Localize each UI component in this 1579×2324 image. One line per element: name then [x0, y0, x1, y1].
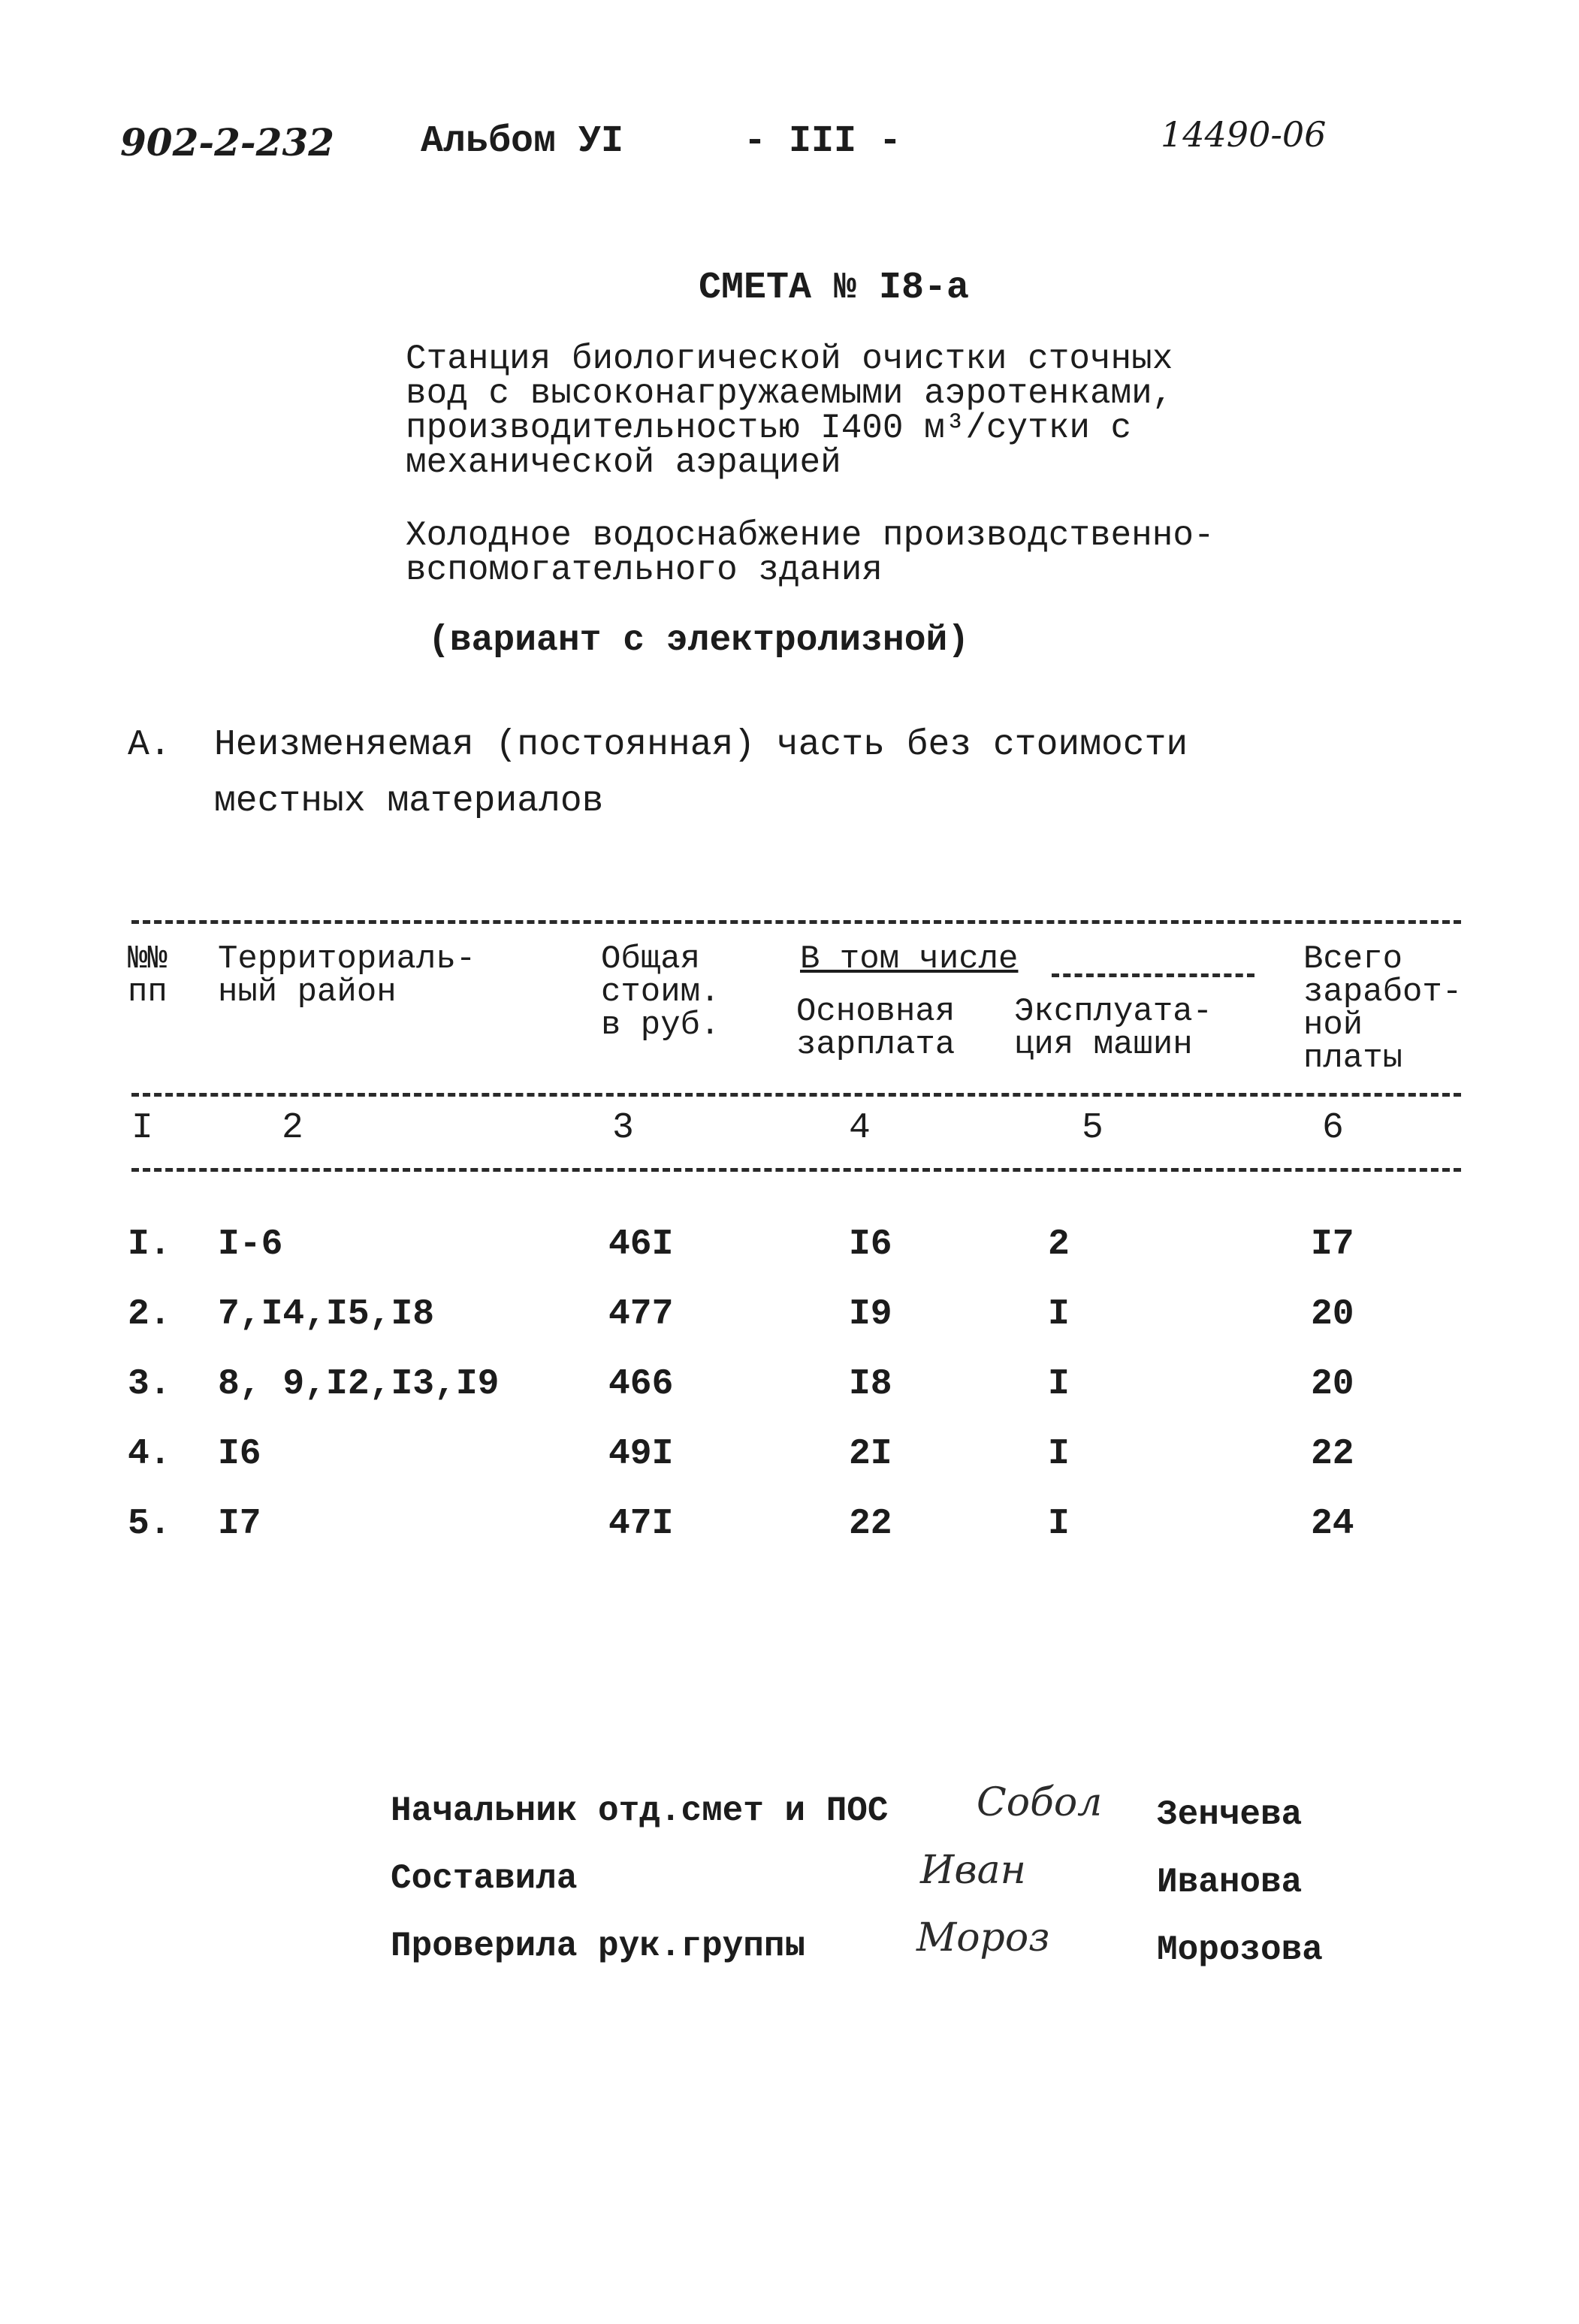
row-district: 8, 9,I2,I3,I9 [218, 1364, 500, 1405]
row-salary: I8 [849, 1364, 892, 1405]
header-salary-2: зарплата [796, 1026, 956, 1064]
section-a-line-2: местных материалов [214, 781, 604, 822]
col-number-6: 6 [1322, 1108, 1344, 1148]
station-line-3: производительностью I400 м³/сутки с [406, 409, 1132, 448]
header-machines-1: Эксплуата- [1014, 993, 1213, 1031]
page-number: - III - [744, 120, 902, 163]
row-wages: I7 [1311, 1224, 1354, 1265]
signature-handwriting-2: Иван [920, 1848, 1026, 1893]
signature-name-2: Иванова [1157, 1863, 1303, 1902]
header-wages-2: заработ- [1303, 973, 1463, 1011]
row-number: 3. [128, 1364, 171, 1405]
row-number: 2. [128, 1294, 171, 1335]
row-machines: I [1048, 1434, 1070, 1474]
station-line-1: Станция биологической очистки сточных [406, 340, 1173, 379]
row-wages: 22 [1311, 1434, 1354, 1474]
document-number: 902-2-232 [120, 120, 335, 164]
row-wages: 24 [1311, 1504, 1354, 1544]
header-district-1: Территориаль- [218, 940, 476, 978]
row-salary: I6 [849, 1224, 892, 1265]
signature-role-2: Составила [391, 1859, 578, 1898]
row-salary: I9 [849, 1294, 892, 1335]
inventory-number: 14490-06 [1161, 114, 1327, 155]
signature-name-3: Морозова [1157, 1930, 1323, 1969]
row-district: I7 [218, 1504, 261, 1544]
subject-line-2: вспомогательного здания [406, 551, 883, 590]
row-machines: I [1048, 1294, 1070, 1335]
col-number-4: 4 [849, 1108, 871, 1148]
row-total: 47I [608, 1504, 674, 1544]
col-number-1: I [131, 1108, 153, 1148]
row-machines: I [1048, 1504, 1070, 1544]
header-wages-3: ной [1303, 1007, 1363, 1044]
row-wages: 20 [1311, 1294, 1354, 1335]
row-district: 7,I4,I5,I8 [218, 1294, 435, 1335]
row-district: I6 [218, 1434, 261, 1474]
row-number: I. [128, 1224, 171, 1265]
row-number: 4. [128, 1434, 171, 1474]
section-a-line-1: Неизменяемая (постоянная) часть без стоимости [214, 725, 1188, 765]
row-total: 49I [608, 1434, 674, 1474]
row-number: 5. [128, 1504, 171, 1544]
header-num: №№ пп [128, 940, 168, 1011]
row-salary: 22 [849, 1504, 892, 1544]
table-rule-top [131, 920, 1461, 924]
header-machines-2: ция машин [1014, 1026, 1193, 1064]
estimate-title: СМЕТА № I8-а [699, 267, 970, 309]
section-a-marker: А. [128, 725, 171, 765]
album-label: Альбом УI [421, 120, 624, 163]
station-line-2: вод с высоконагружаемыми аэротенками, [406, 374, 1173, 413]
signature-role-1: Начальник отд.смет и ПОС [391, 1791, 889, 1831]
col-number-5: 5 [1082, 1108, 1103, 1148]
row-total: 477 [608, 1294, 674, 1335]
signature-name-1: Зенчева [1157, 1795, 1303, 1834]
header-wages-1: Всего [1303, 940, 1403, 978]
header-district-2: ный район [218, 973, 397, 1011]
col-number-3: 3 [612, 1108, 634, 1148]
signature-handwriting-3: Мороз [916, 1915, 1050, 1960]
header-including: В том числе [800, 940, 1019, 978]
header-including-rule [1052, 973, 1254, 977]
col-number-2: 2 [282, 1108, 303, 1148]
table-rule-header [131, 1093, 1461, 1097]
subject-line-1: Холодное водоснабжение производственно- [406, 516, 1215, 555]
header-total-1: Общая [601, 940, 701, 978]
variant-note: (вариант с электролизной) [428, 620, 970, 661]
row-total: 466 [608, 1364, 674, 1405]
row-total: 46I [608, 1224, 674, 1265]
signature-role-3: Проверила рук.группы [391, 1927, 806, 1966]
row-wages: 20 [1311, 1364, 1354, 1405]
row-district: I-6 [218, 1224, 283, 1265]
row-salary: 2I [849, 1434, 892, 1474]
row-machines: I [1048, 1364, 1070, 1405]
header-wages-4: платы [1303, 1040, 1403, 1077]
header-salary-1: Основная [796, 993, 956, 1031]
header-total-3: в руб. [601, 1007, 720, 1044]
station-line-4: механической аэрацией [406, 443, 841, 482]
header-total-2: стоим. [601, 973, 720, 1011]
signature-handwriting-1: Собол [977, 1780, 1103, 1825]
row-machines: 2 [1048, 1224, 1070, 1265]
table-rule-numbers [131, 1168, 1461, 1172]
